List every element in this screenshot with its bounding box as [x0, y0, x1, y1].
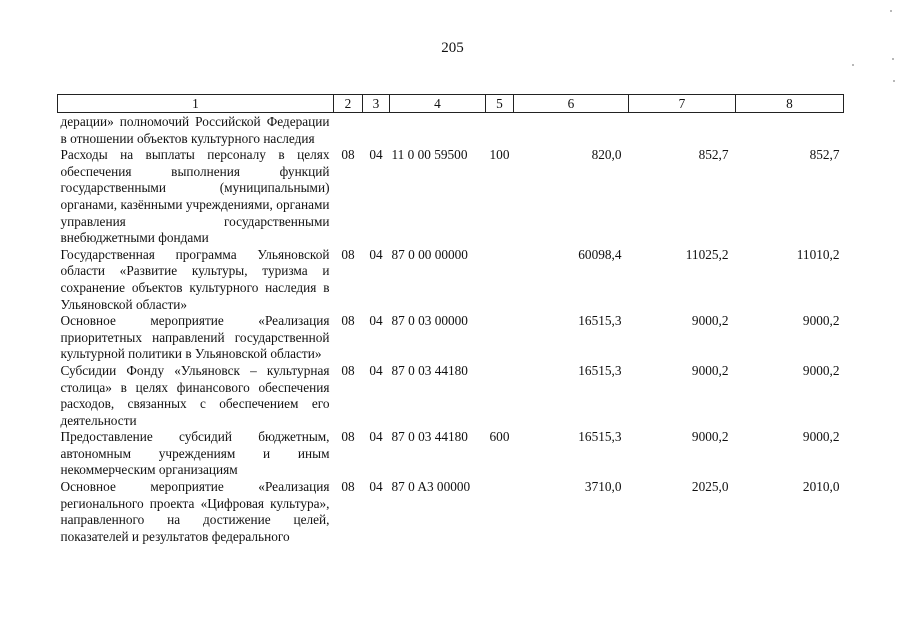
table-row: [58, 479, 844, 545]
amount-col-8: 9000,2: [802, 362, 840, 378]
subsection-code: 04: [369, 362, 383, 378]
amount-col-7: 9000,2: [691, 362, 729, 378]
amount-col-6: [514, 113, 629, 148]
amount-col-8: 11010,2: [796, 246, 840, 262]
subsection-code: 04: [369, 246, 383, 262]
column-header: 1: [58, 95, 334, 113]
item-name: дерации» полномочий Российской Федерации в отношении объектов культурного наследия: [60, 114, 330, 146]
target-article-code: 87 0 03 00000: [391, 313, 468, 329]
section-code: 08: [341, 313, 355, 329]
table-row: [58, 429, 844, 479]
amount-col-7: 852,7: [698, 147, 729, 163]
amount-col-6: 16515,3: [578, 362, 622, 378]
subsection-code: 04: [369, 429, 383, 445]
section-code: 08: [341, 429, 355, 445]
scan-speck: [892, 58, 894, 60]
amount-col-7: 9000,2: [691, 313, 729, 329]
amount-col-6: 16515,3: [578, 429, 622, 445]
section-code: 08: [341, 479, 355, 495]
amount-col-7: [629, 113, 736, 148]
amount-col-6: 3710,0: [584, 479, 622, 495]
section-code: [334, 113, 363, 148]
target-article-code: 87 0 03 44180: [391, 362, 468, 378]
scan-speck: [890, 10, 892, 12]
column-header: 7: [629, 95, 736, 113]
item-name: Государственная программа Ульяновской области «Развитие культуры, туризма и сохранение объектов культурного наследия в Ульяновской области»: [60, 246, 330, 312]
expense-type-code: 600: [489, 429, 510, 445]
table-row: [58, 247, 844, 313]
item-name: Основное мероприятие «Реализация регионального проекта «Цифровая культура», направленного на достижение целей, показателей и результатов федерального: [60, 479, 330, 544]
amount-col-7: 11025,2: [685, 246, 729, 262]
table-row: [58, 113, 844, 148]
section-code: 08: [341, 147, 355, 163]
item-name: Основное мероприятие «Реализация приоритетных направлений государственной культурной политики в Ульяновской области»: [60, 313, 330, 362]
item-name: Предоставление субсидий бюджетным, автономным учреждениям и иным некоммерческим организациям: [60, 429, 330, 478]
expense-type-code: [486, 363, 514, 429]
amount-col-8: [736, 113, 844, 148]
page-number: 205: [441, 40, 464, 56]
column-header: 6: [514, 95, 629, 113]
target-article-code: 87 0 A3 00000: [391, 479, 471, 495]
amount-col-7: 2025,0: [691, 479, 729, 495]
table-row: [58, 147, 844, 247]
column-header: 2: [334, 95, 363, 113]
subsection-code: 04: [369, 479, 383, 495]
amount-col-8: 9000,2: [802, 313, 840, 329]
subsection-code: 04: [369, 147, 383, 163]
target-article-code: 11 0 00 59500: [391, 147, 468, 163]
target-article-code: 87 0 00 00000: [391, 246, 468, 262]
column-header: 8: [736, 95, 844, 113]
expense-type-code: [486, 313, 514, 363]
item-name: Субсидии Фонду «Ульяновск – культурная столица» в целях финансового обеспечения расходов, связанных с обеспечением его деятельности: [60, 362, 330, 428]
scan-speck: [852, 64, 854, 66]
scan-speck: [893, 80, 895, 82]
subsection-code: 04: [369, 313, 383, 329]
table-row: [58, 363, 844, 429]
amount-col-6: 60098,4: [578, 246, 622, 262]
target-article-code: [390, 113, 486, 148]
amount-col-8: 2010,0: [802, 479, 840, 495]
amount-col-6: 16515,3: [578, 313, 622, 329]
item-name: Расходы на выплаты персоналу в целях обеспечения выполнения функций государственными (муниципальными) органами, казёнными учреждениями, органами управления государственными внебюджетными фондами: [60, 147, 330, 246]
expense-type-code: [486, 113, 514, 148]
target-article-code: 87 0 03 44180: [391, 429, 468, 445]
amount-col-7: 9000,2: [691, 429, 729, 445]
expense-type-code: [486, 247, 514, 313]
subsection-code: [363, 113, 390, 148]
expense-type-code: 100: [489, 147, 510, 163]
table-header-row: [58, 95, 844, 113]
budget-table: [57, 94, 844, 545]
amount-col-6: 820,0: [591, 147, 622, 163]
column-header: 5: [486, 95, 514, 113]
section-code: 08: [341, 362, 355, 378]
amount-col-8: 852,7: [809, 147, 840, 163]
table-row: [58, 313, 844, 363]
column-header: 4: [390, 95, 486, 113]
column-header: 3: [363, 95, 390, 113]
amount-col-8: 9000,2: [802, 429, 840, 445]
section-code: 08: [341, 246, 355, 262]
expense-type-code: [486, 479, 514, 545]
